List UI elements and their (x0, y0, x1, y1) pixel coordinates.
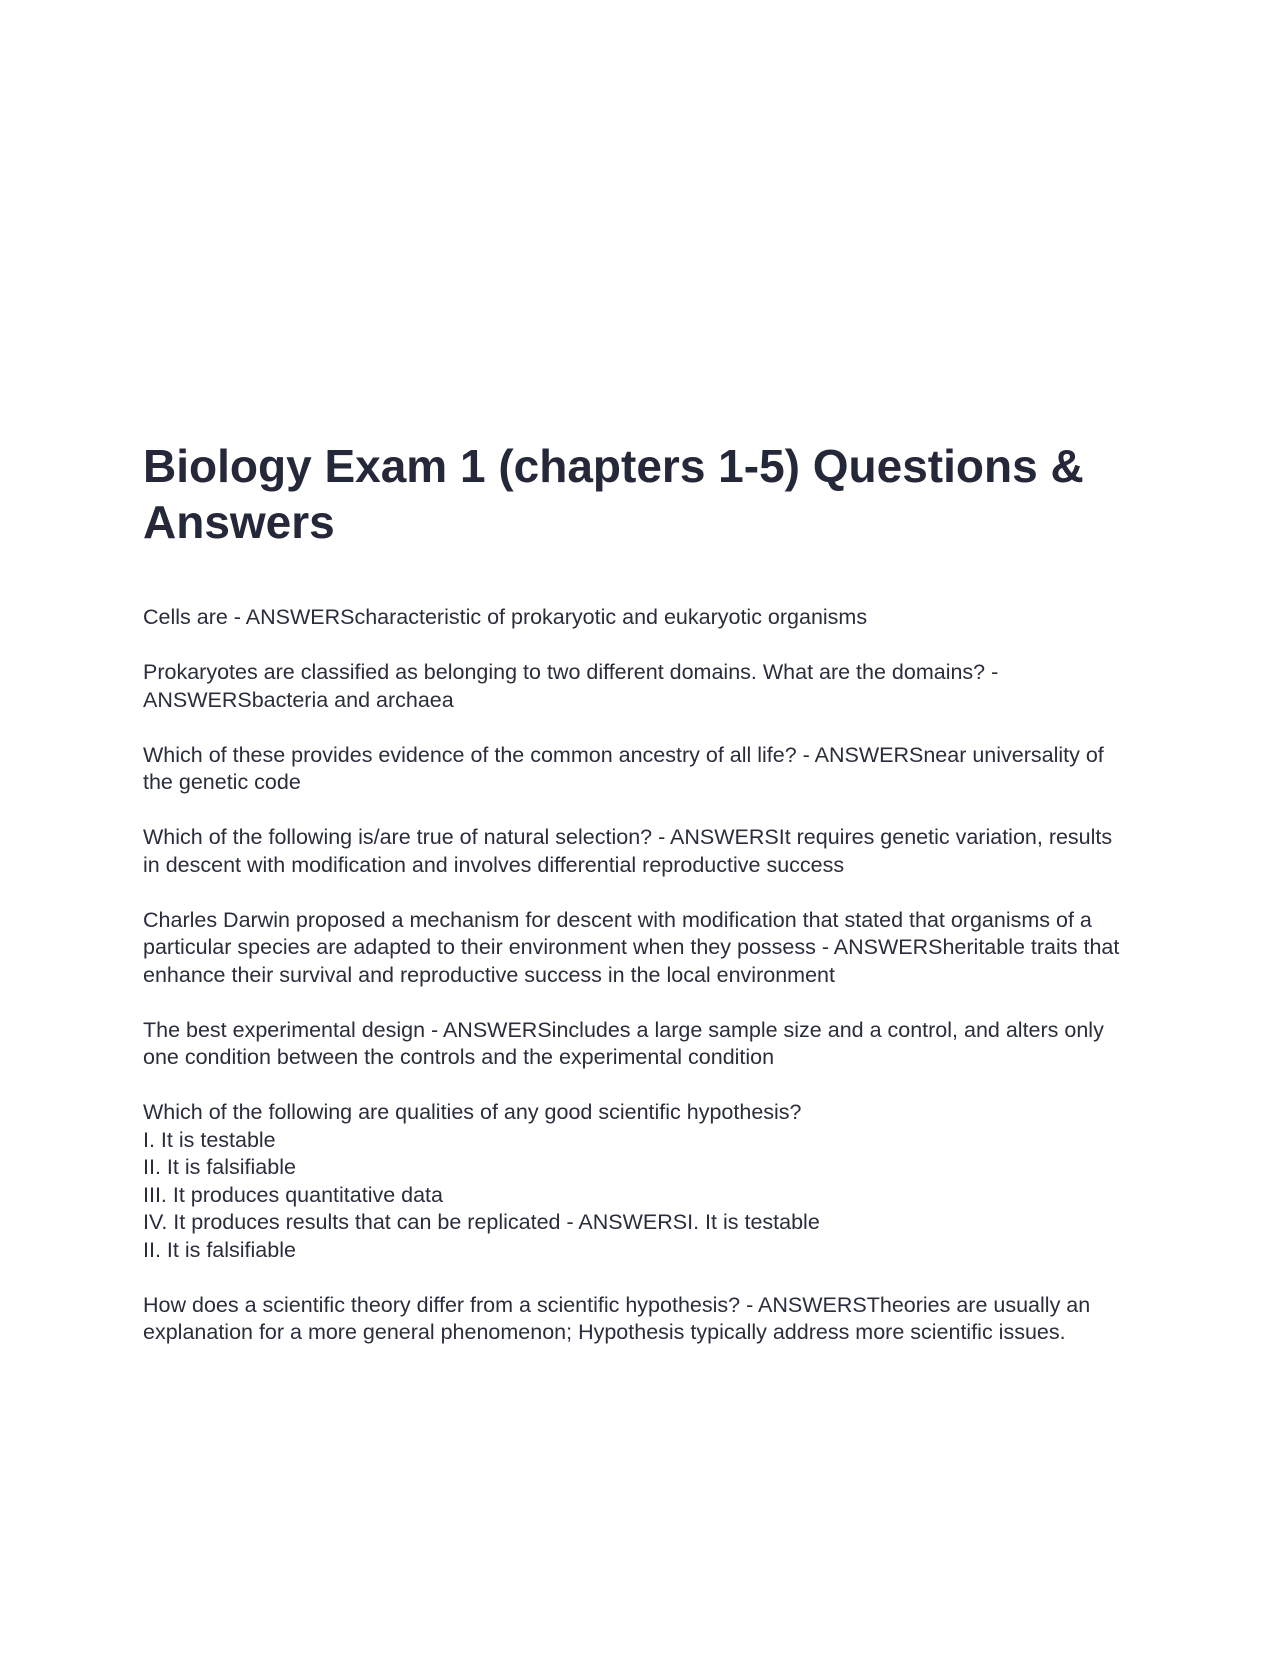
qa-item: Which of the following is/are true of natural selection? - ANSWERSIt requires genetic variation, results in descent with modification and involves differential reproductive success (143, 825, 1119, 877)
qa-item: Charles Darwin proposed a mechanism for descent with modification that stated that organisms of a particular species are adapted to their environment when they possess - ANSWERSheritable traits that enhance their survival and reproductive success in the local environment (143, 907, 1126, 987)
document-title: Biology Exam 1 (chapters 1-5) Questions & Answers (143, 440, 1084, 548)
qa-item: How does a scientific theory differ from a scientific hypothesis? - ANSWERSTheories are usually an explanation for a more general phenomenon; Hypothesis typically address more scientific issues. (143, 1292, 1097, 1344)
qa-item: Which of the following are qualities of any good scientific hypothesis? I. It is testable II. It is falsifiable III. It produces quantitative data IV. It produces results that can be replicated - ANSWERSI. It is testable II. It is falsifiable (143, 1100, 820, 1262)
qa-list (143, 604, 1128, 1347)
document-page (143, 438, 1128, 1374)
qa-item: Which of these provides evidence of the common ancestry of all life? - ANSWERSnear universality of the genetic code (143, 742, 1110, 794)
qa-item: Prokaryotes are classified as belonging to two different domains. What are the domains? - ANSWERSbacteria and archaea (143, 660, 1004, 712)
qa-item: Cells are - ANSWERScharacteristic of prokaryotic and eukaryotic organisms (143, 605, 868, 629)
qa-item: The best experimental design - ANSWERSincludes a large sample size and a control, and alters only one condition between the controls and the experimental condition (143, 1017, 1110, 1069)
